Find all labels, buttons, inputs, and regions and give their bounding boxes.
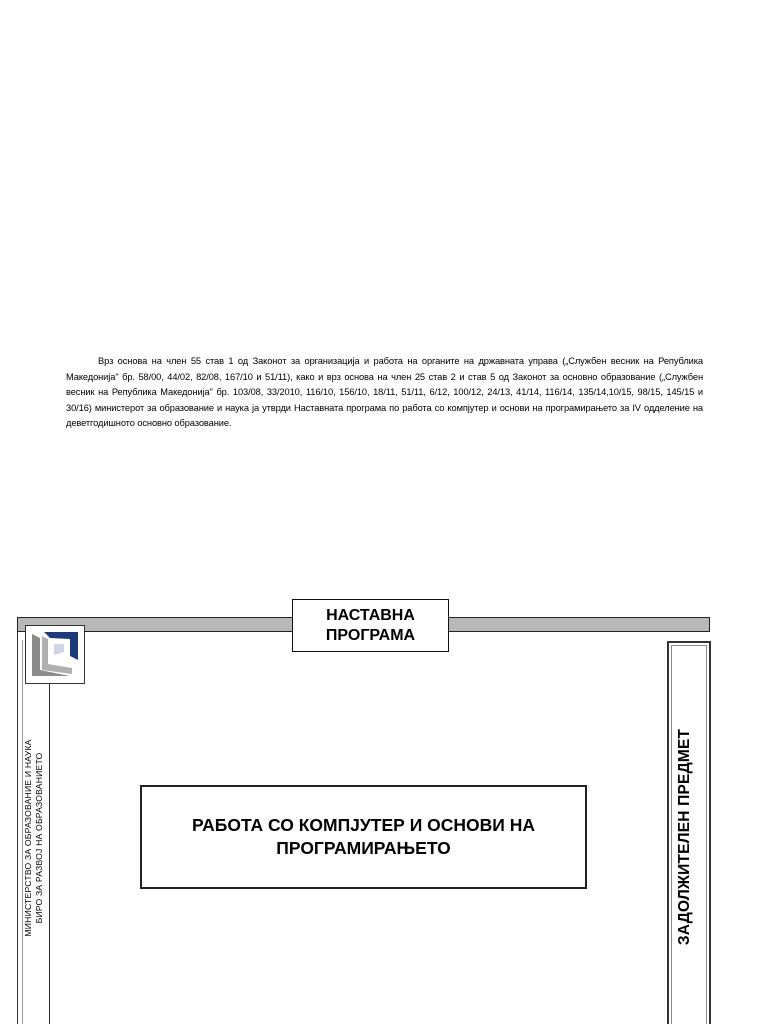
subject-title-line1: РАБОТА СО КОМПЈУТЕР И ОСНОВИ НА	[192, 815, 535, 835]
ministry-label	[23, 718, 45, 958]
subject-title-line2: ПРОГРАМИРАЊЕТО	[276, 838, 451, 858]
program-title-line2: ПРОГРАМА	[325, 626, 416, 644]
bro-logo-icon	[30, 630, 80, 680]
bureau-name: БИРО ЗА РАЗВОЈ НА ОБРАЗОВАНИЕТО	[34, 752, 44, 924]
program-title-box	[292, 599, 449, 652]
legal-preamble: Врз основа на член 55 став 1 од Законот за организација и работа на органите на државната управа („Службен весник на Република Македонија" бр. 58/00, 44/02, 82/08, 167/10 и 51/11), како и врз основа на член 25 став 2 и став 5 од Законот за основно образование („Службен весник на Република Македонија" бр. 103/08, 33/2010, 116/10, 156/10, 18/11, 51/11, 6/12, 100/12, 24/13, 41/14, 116/14, 135/14,10/15, 98/15, 145/15 и 30/16) министерот за образование и наука ја утврди Наставната програма по работа со компјутер и основи на програмирањето за IV одделение на деветгодишното основно образование.	[66, 356, 703, 429]
subject-title-box	[140, 785, 587, 889]
subject-type-label: ЗАДОЛЖИТЕЛЕН ПРЕДМЕТ	[676, 728, 693, 946]
ministry-name: МИНИСТЕРСТВО ЗА ОБРАЗОВАНИЕ И НАУКА	[23, 739, 33, 937]
program-title-line1: НАСТАВНА	[326, 606, 415, 624]
logo-box	[25, 625, 85, 684]
